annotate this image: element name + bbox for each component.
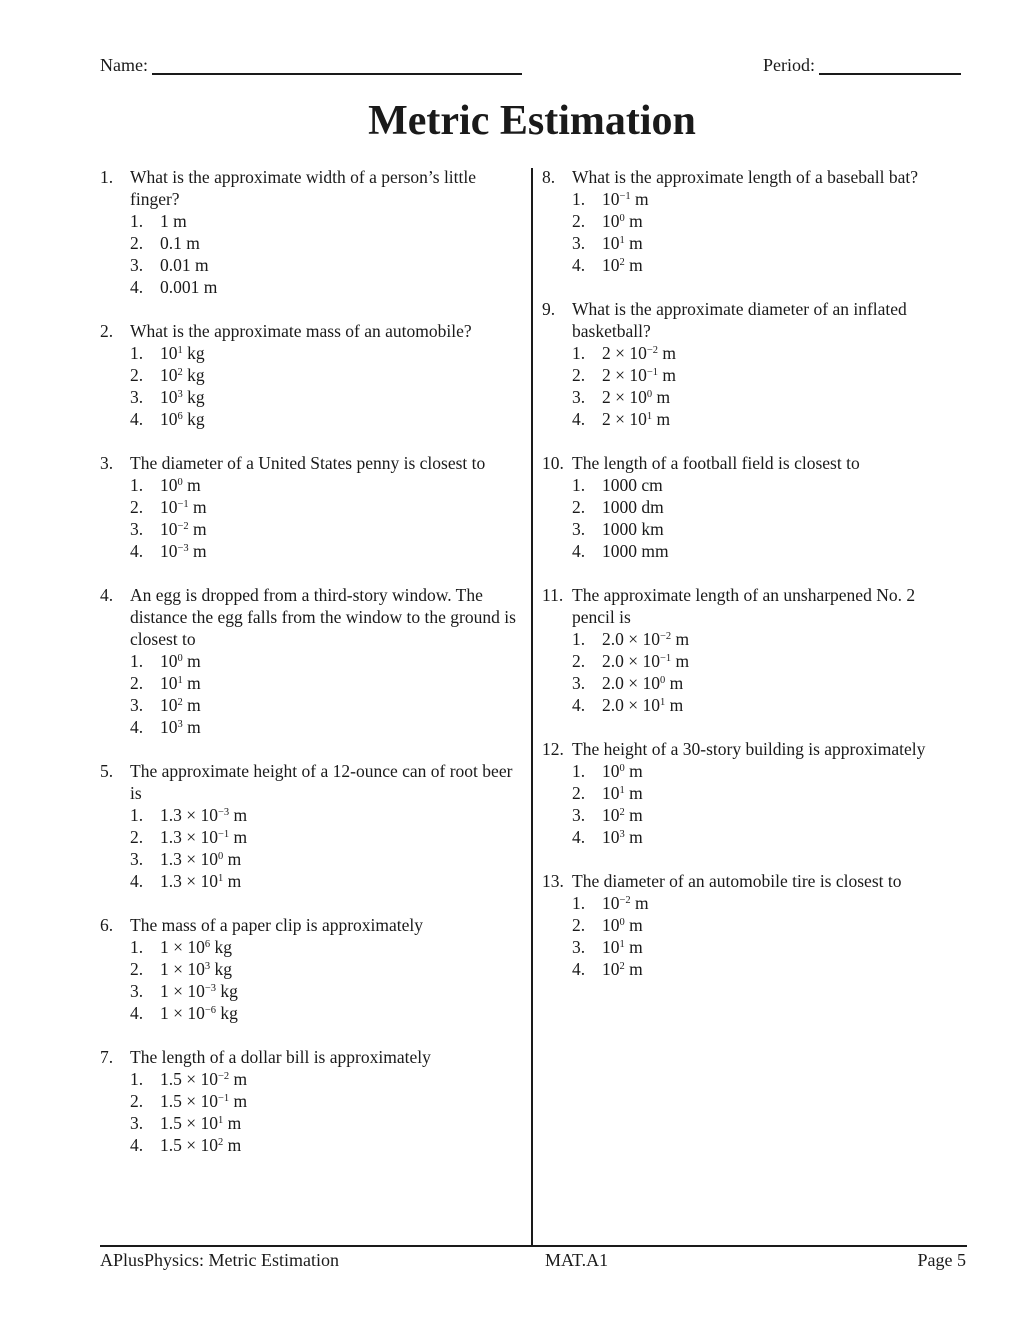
period-blank-line[interactable]	[819, 73, 961, 75]
choice-text: 0.01 m	[160, 255, 209, 275]
answer-choice	[572, 694, 957, 716]
exponent: −1	[177, 499, 189, 511]
choice-text: $1.3 \times 10^0$ m	[160, 849, 242, 869]
choice-text: $1 \times 10^3$ kg	[160, 959, 232, 979]
choice-text: $2 \times 10^{-1}$ m	[602, 365, 677, 385]
choice-number: 1.	[572, 189, 586, 209]
question-text: The approximate height of a 12-ounce can of root beer is	[130, 761, 513, 803]
choice-number: 2.	[130, 959, 144, 979]
choice-text: $10^2$ m	[602, 255, 643, 275]
choice-text: $2.0 \times 10^1$ m	[602, 695, 684, 715]
choice-number: 3.	[572, 673, 586, 693]
period-label: Period:	[763, 55, 815, 75]
exponent: 1	[619, 785, 625, 797]
choice-number: 1.	[572, 343, 586, 363]
choice-text: 1000 dm	[602, 497, 664, 517]
answer-choice	[130, 496, 525, 518]
question-prompt	[542, 738, 957, 760]
answer-choice	[572, 826, 957, 848]
exponent: 0	[619, 763, 625, 775]
answer-choice	[572, 540, 957, 562]
choice-text: $10^3$ kg	[160, 387, 205, 407]
answer-choice	[130, 848, 525, 870]
choice-number: 4.	[130, 717, 144, 737]
answer-choice	[130, 1002, 525, 1024]
right-question-column	[542, 166, 957, 1002]
answer-choice	[572, 232, 957, 254]
question-number: 6.	[100, 915, 114, 935]
question-item	[100, 760, 525, 892]
choice-number: 1.	[130, 343, 144, 363]
question-number: 1.	[100, 167, 114, 187]
choice-number: 1.	[130, 805, 144, 825]
answer-choice	[130, 540, 525, 562]
footer-source: APlusPhysics: Metric Estimation	[100, 1250, 340, 1270]
question-prompt	[542, 584, 957, 628]
exponent: 0	[218, 851, 224, 863]
answer-choice	[130, 694, 525, 716]
question-number: 12.	[542, 739, 564, 759]
choice-number: 3.	[130, 255, 144, 275]
choice-text: $10^1$ m	[602, 783, 643, 803]
choice-number: 1.	[130, 937, 144, 957]
choice-text: $10^2$ m	[602, 959, 643, 979]
exponent: −1	[660, 653, 672, 665]
choice-number: 2.	[130, 827, 144, 847]
choice-number: 1.	[572, 761, 586, 781]
choice-number: 1.	[130, 475, 144, 495]
choice-text: $10^6$ kg	[160, 409, 205, 429]
exponent: 1	[177, 345, 183, 357]
choice-number: 3.	[130, 695, 144, 715]
question-item	[542, 452, 957, 562]
choice-number: 3.	[572, 387, 586, 407]
question-item	[542, 870, 957, 980]
question-prompt	[542, 166, 957, 188]
choice-number: 2.	[130, 497, 144, 517]
question-item	[542, 584, 957, 716]
choice-text: $10^1$ m	[160, 673, 201, 693]
question-number: 11.	[542, 585, 564, 605]
answer-choice	[572, 672, 957, 694]
question-text: The diameter of an automobile tire is closest to	[572, 871, 902, 891]
question-number: 13.	[542, 871, 564, 891]
choice-number: 1.	[130, 1069, 144, 1089]
choice-number: 2.	[572, 783, 586, 803]
question-text: The length of a football field is closest to	[572, 453, 860, 473]
exponent: 3	[619, 829, 625, 841]
question-number: 2.	[100, 321, 114, 341]
choice-text: $1.5 \times 10^1$ m	[160, 1113, 242, 1133]
question-prompt	[100, 914, 525, 936]
exponent: 1	[177, 675, 183, 687]
page-title: Metric Estimation	[368, 98, 696, 144]
choice-text: 1000 mm	[602, 541, 669, 561]
answer-choice	[572, 342, 957, 364]
choice-text: $10^0$ m	[160, 475, 201, 495]
exponent: −2	[660, 631, 672, 643]
question-item	[100, 1046, 525, 1156]
answer-choice	[130, 980, 525, 1002]
exponent: −3	[204, 983, 217, 995]
question-text: What is the approximate width of a person’s little finger?	[130, 167, 477, 209]
choice-text: $10^1$ m	[602, 233, 643, 253]
choice-text: $1.5 \times 10^2$ m	[160, 1135, 242, 1155]
answer-choice	[572, 188, 957, 210]
name-label: Name:	[100, 55, 148, 75]
answer-choice	[130, 804, 525, 826]
question-prompt	[100, 166, 525, 210]
question-text: An egg is dropped from a third-story window. The distance the egg falls from the window to the ground is closest to	[130, 585, 516, 649]
choice-number: 1.	[130, 211, 144, 231]
choice-text: $2.0 \times 10^{-1}$ m	[602, 651, 690, 671]
question-item	[100, 584, 525, 738]
exponent: 0	[619, 917, 625, 929]
exponent: 1	[646, 411, 653, 423]
left-question-column	[100, 166, 525, 1178]
choice-number: 1.	[572, 475, 586, 495]
question-text: The diameter of a United States penny is closest to	[130, 453, 486, 473]
choice-text: $2 \times 10^0$ m	[602, 387, 671, 407]
exponent: 0	[619, 213, 625, 225]
answer-choice	[130, 210, 525, 232]
answer-choice	[130, 386, 525, 408]
exponent: 1	[218, 873, 224, 885]
choice-number: 3.	[130, 849, 144, 869]
question-prompt	[100, 760, 525, 804]
answer-choice	[130, 1068, 525, 1090]
choice-text: $10^0$ m	[602, 211, 643, 231]
exponent: −1	[218, 829, 230, 841]
answer-choice	[572, 254, 957, 276]
choice-number: 1.	[572, 893, 586, 913]
exponent: 2	[177, 367, 183, 379]
choice-number: 1.	[572, 629, 586, 649]
question-prompt	[542, 298, 957, 342]
answer-choice	[130, 716, 525, 738]
question-text: The mass of a paper clip is approximately	[130, 915, 424, 935]
exponent: 3	[177, 389, 183, 401]
exponent: 0	[177, 477, 183, 489]
choice-text: $10^{-1}$ m	[602, 189, 649, 209]
exponent: 2	[619, 961, 625, 973]
exponent: 2	[177, 697, 183, 709]
answer-choice	[572, 364, 957, 386]
exponent: −2	[218, 1071, 230, 1083]
period-field[interactable]	[763, 53, 961, 77]
choice-number: 4.	[130, 1003, 144, 1023]
question-text: What is the approximate diameter of an inflated basketball?	[572, 299, 907, 341]
exponent: −2	[177, 521, 189, 533]
question-item	[542, 298, 957, 430]
question-number: 7.	[100, 1047, 114, 1067]
answer-choice	[130, 936, 525, 958]
choice-number: 4.	[572, 695, 586, 715]
choice-text: $10^1$ m	[602, 937, 643, 957]
question-prompt	[542, 452, 957, 474]
choice-number: 2.	[572, 211, 586, 231]
question-number: 10.	[542, 453, 564, 473]
exponent: −1	[218, 1093, 230, 1105]
answer-choice	[572, 518, 957, 540]
choice-text: $1.3 \times 10^{-3}$ m	[160, 805, 248, 825]
choice-number: 1.	[130, 651, 144, 671]
exponent: 2	[619, 257, 625, 269]
answer-choice	[572, 210, 957, 232]
answer-choice	[572, 914, 957, 936]
choice-number: 3.	[572, 805, 586, 825]
choice-text: $10^{-3}$ m	[160, 541, 207, 561]
choice-number: 2.	[572, 365, 586, 385]
answer-choice	[130, 408, 525, 430]
question-number: 9.	[542, 299, 556, 319]
answer-choice	[572, 496, 957, 518]
name-field[interactable]	[100, 53, 522, 77]
answer-choice	[130, 276, 525, 298]
choice-number: 2.	[572, 651, 586, 671]
question-number: 5.	[100, 761, 114, 781]
choice-text: $2.0 \times 10^{-2}$ m	[602, 629, 690, 649]
answer-choice	[130, 254, 525, 276]
choice-number: 3.	[130, 981, 144, 1001]
exponent: 3	[204, 961, 211, 973]
choice-number: 4.	[130, 277, 144, 297]
answer-choice	[130, 518, 525, 540]
exponent: 0	[646, 389, 653, 401]
choice-text: $10^1$ kg	[160, 343, 205, 363]
choice-number: 4.	[130, 409, 144, 429]
question-number: 3.	[100, 453, 114, 473]
answer-choice	[130, 1112, 525, 1134]
question-text: What is the approximate mass of an automobile?	[130, 321, 472, 341]
exponent: 1	[619, 235, 625, 247]
answer-choice	[130, 232, 525, 254]
answer-choice	[572, 408, 957, 430]
question-prompt	[542, 870, 957, 892]
choice-text: $10^3$ m	[602, 827, 643, 847]
exponent: 3	[177, 719, 183, 731]
choice-number: 3.	[130, 387, 144, 407]
question-text: The height of a 30-story building is approximately	[572, 739, 926, 759]
choice-text: 1000 cm	[602, 475, 663, 495]
choice-text: $10^2$ m	[602, 805, 643, 825]
answer-choice	[572, 936, 957, 958]
choice-number: 3.	[572, 937, 586, 957]
choice-text: $10^{-2}$ m	[160, 519, 207, 539]
choice-number: 2.	[572, 497, 586, 517]
exponent: 2	[619, 807, 625, 819]
choice-number: 2.	[130, 365, 144, 385]
question-item	[542, 166, 957, 276]
answer-choice	[572, 958, 957, 980]
exponent: 1	[660, 697, 666, 709]
question-text: The length of a dollar bill is approximately	[130, 1047, 431, 1067]
choice-text: $2 \times 10^{-2}$ m	[602, 343, 677, 363]
question-prompt	[100, 1046, 525, 1068]
choice-number: 3.	[572, 519, 586, 539]
choice-number: 4.	[572, 255, 586, 275]
choice-text: $1 \times 10^6$ kg	[160, 937, 232, 957]
exponent: 2	[218, 1137, 224, 1149]
choice-text: 0.001 m	[160, 277, 218, 297]
footer-page-number: Page 5	[917, 1250, 966, 1270]
exponent: 1	[619, 939, 625, 951]
exponent: 1	[218, 1115, 224, 1127]
choice-number: 4.	[572, 827, 586, 847]
exponent: −3	[218, 807, 230, 819]
choice-text: 1000 km	[602, 519, 664, 539]
choice-number: 2.	[130, 673, 144, 693]
question-number: 4.	[100, 585, 114, 605]
choice-number: 3.	[130, 1113, 144, 1133]
choice-number: 4.	[572, 541, 586, 561]
exponent: −2	[619, 895, 631, 907]
exponent: −1	[619, 191, 631, 203]
choice-text: $1 \times 10^{-3}$ kg	[160, 981, 238, 1001]
answer-choice	[572, 782, 957, 804]
answer-choice	[130, 650, 525, 672]
question-item	[100, 166, 525, 298]
question-text: What is the approximate length of a baseball bat?	[572, 167, 918, 187]
exponent: 0	[177, 653, 183, 665]
choice-number: 2.	[130, 233, 144, 253]
choice-number: 4.	[572, 409, 586, 429]
question-text: The approximate length of an unsharpened No. 2 pencil is	[572, 585, 916, 627]
choice-text: $10^0$ m	[602, 915, 643, 935]
choice-number: 2.	[130, 1091, 144, 1111]
answer-choice	[572, 386, 957, 408]
choice-text: $2.0 \times 10^0$ m	[602, 673, 684, 693]
choice-number: 3.	[130, 519, 144, 539]
choice-text: $10^2$ m	[160, 695, 201, 715]
answer-choice	[130, 342, 525, 364]
answer-choice	[130, 672, 525, 694]
answer-choice	[130, 1134, 525, 1156]
answer-choice	[572, 474, 957, 496]
question-item	[100, 452, 525, 562]
exponent: 0	[660, 675, 666, 687]
choice-text: 0.1 m	[160, 233, 200, 253]
answer-choice	[130, 958, 525, 980]
answer-choice	[572, 628, 957, 650]
question-number: 8.	[542, 167, 556, 187]
exponent: −2	[646, 345, 659, 357]
answer-choice	[130, 1090, 525, 1112]
choice-number: 4.	[572, 959, 586, 979]
footer-rule	[100, 1245, 967, 1247]
choice-text: $10^0$ m	[160, 651, 201, 671]
exponent: −1	[646, 367, 659, 379]
question-item	[100, 914, 525, 1024]
exponent: 6	[177, 411, 183, 423]
answer-choice	[130, 364, 525, 386]
question-item	[542, 738, 957, 848]
choice-text: $10^{-2}$ m	[602, 893, 649, 913]
question-item	[100, 320, 525, 430]
choice-text: $1 \times 10^{-6}$ kg	[160, 1003, 238, 1023]
exponent: −6	[204, 1005, 217, 1017]
choice-text: $2 \times 10^1$ m	[602, 409, 671, 429]
choice-text: $1.5 \times 10^{-2}$ m	[160, 1069, 248, 1089]
answer-choice	[130, 826, 525, 848]
column-divider	[531, 168, 533, 1245]
answer-choice	[572, 760, 957, 782]
answer-choice	[130, 870, 525, 892]
choice-text: $10^3$ m	[160, 717, 201, 737]
choice-number: 4.	[130, 1135, 144, 1155]
answer-choice	[572, 892, 957, 914]
choice-number: 2.	[572, 915, 586, 935]
choice-text: 1 m	[160, 211, 187, 231]
exponent: 6	[204, 939, 211, 951]
choice-text: $10^{-1}$ m	[160, 497, 207, 517]
choice-text: $10^2$ kg	[160, 365, 205, 385]
answer-choice	[572, 650, 957, 672]
choice-text: $10^0$ m	[602, 761, 643, 781]
answer-choice	[572, 804, 957, 826]
choice-number: 3.	[572, 233, 586, 253]
answer-choice	[130, 474, 525, 496]
footer-code: MAT.A1	[545, 1250, 609, 1270]
choice-text: $1.5 \times 10^{-1}$ m	[160, 1091, 248, 1111]
choice-number: 4.	[130, 541, 144, 561]
choice-text: $1.3 \times 10^{-1}$ m	[160, 827, 248, 847]
question-prompt	[100, 584, 525, 650]
question-prompt	[100, 320, 525, 342]
exponent: −3	[177, 543, 189, 555]
choice-number: 4.	[130, 871, 144, 891]
question-prompt	[100, 452, 525, 474]
name-blank-line[interactable]	[152, 73, 522, 75]
choice-text: $1.3 \times 10^1$ m	[160, 871, 242, 891]
